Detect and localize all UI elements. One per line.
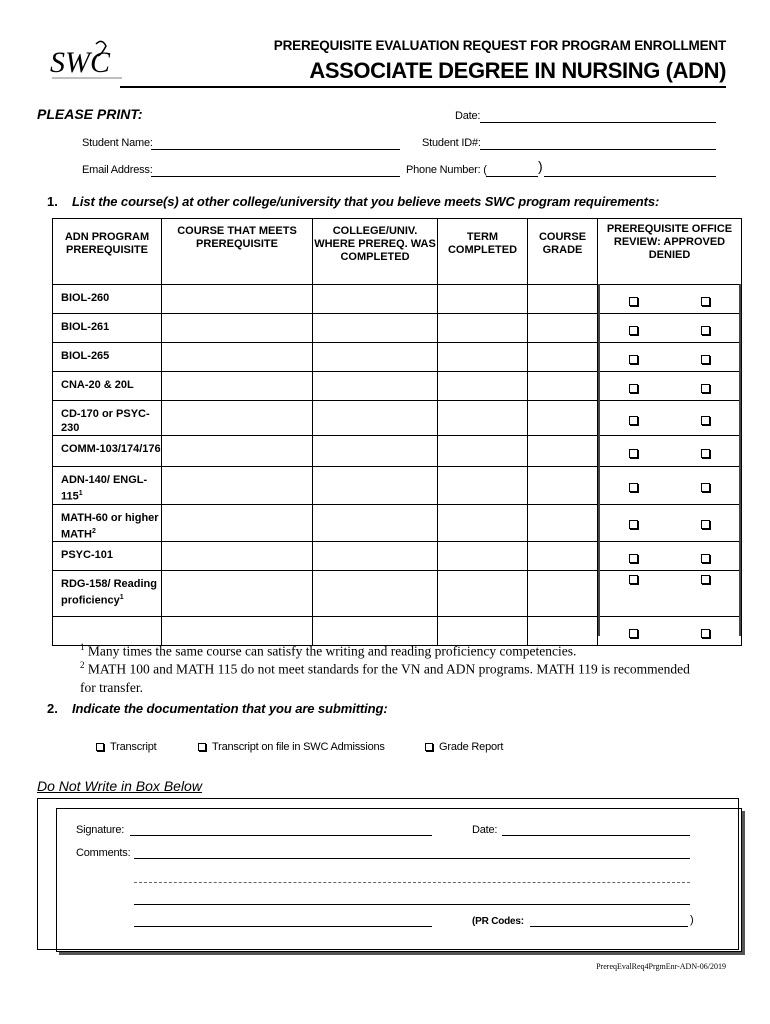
form-code: PrereqEvalReq4PrgmEnr-ADN-06/2019	[596, 962, 726, 971]
prereq-cell: COMM-103/174/176	[53, 436, 162, 467]
header-term: TERM COMPLETED	[438, 219, 528, 285]
term-cell[interactable]	[438, 504, 528, 542]
header-grade: COURSE GRADE	[528, 219, 598, 285]
table-row	[53, 285, 742, 314]
term-cell[interactable]	[438, 467, 528, 505]
option-label: Transcript on file in SWC Admissions	[212, 741, 385, 753]
prereq-cell: BIOL-260	[53, 285, 162, 314]
header-course-meets: COURSE THAT MEETS PREREQUISITE	[162, 219, 313, 285]
approved-checkbox[interactable]	[629, 629, 638, 638]
grade-cell[interactable]	[528, 285, 598, 314]
grade-cell[interactable]	[528, 467, 598, 505]
college-cell[interactable]	[313, 285, 438, 314]
review-cell	[598, 372, 742, 401]
denied-checkbox[interactable]	[701, 629, 710, 638]
review-cell	[598, 542, 742, 571]
grade-cell[interactable]	[528, 504, 598, 542]
course-cell[interactable]	[162, 571, 313, 617]
prereq-cell	[53, 467, 162, 505]
prereq-cell: CNA-20 & 20L	[53, 372, 162, 401]
header-office-review: PREREQUISITE OFFICE REVIEW: APPROVED DENIED	[598, 219, 742, 285]
logo-text: SWC	[50, 46, 110, 79]
college-cell[interactable]	[313, 571, 438, 617]
course-cell[interactable]	[162, 467, 313, 505]
denied-checkbox[interactable]	[701, 575, 710, 584]
table-row	[53, 314, 742, 343]
denied-checkbox[interactable]	[701, 384, 710, 393]
table-row	[53, 504, 742, 542]
review-cell	[598, 401, 742, 436]
form-title: ASSOCIATE DEGREE IN NURSING (ADN)	[309, 58, 726, 83]
office-date-field[interactable]	[502, 835, 690, 836]
footnote-mark: 1	[119, 594, 124, 602]
course-cell[interactable]	[162, 372, 313, 401]
course-cell[interactable]	[162, 504, 313, 542]
course-cell[interactable]	[162, 436, 313, 467]
comments-line-3[interactable]	[134, 904, 690, 905]
approved-checkbox[interactable]	[629, 554, 638, 563]
review-cell	[598, 504, 742, 542]
denied-checkbox[interactable]	[701, 483, 710, 492]
student-id-label: Student ID#:	[422, 137, 481, 149]
table-row	[53, 436, 742, 467]
term-cell[interactable]	[438, 542, 528, 571]
approved-checkbox[interactable]	[629, 520, 638, 529]
footnote-1-text: Many times the same course can satisfy the writing and reading proficiency competencies.	[87, 643, 577, 659]
grade-cell[interactable]	[528, 571, 598, 617]
student-name-label: Student Name:	[82, 137, 153, 149]
grade-cell[interactable]	[528, 401, 598, 436]
form-subtitle: PREREQUISITE EVALUATION REQUEST FOR PROGRAM ENROLLMENT	[273, 38, 726, 53]
option-transcript-on-file[interactable]	[198, 741, 385, 753]
pr-codes-field[interactable]	[530, 926, 688, 927]
denied-checkbox[interactable]	[701, 416, 710, 425]
approved-checkbox[interactable]	[629, 297, 638, 306]
pr-codes-label: (PR Codes:	[472, 916, 524, 927]
swc-logo	[46, 38, 126, 88]
date-field[interactable]	[480, 110, 716, 123]
footnote-mark: 1	[78, 490, 83, 497]
denied-checkbox[interactable]	[701, 520, 710, 529]
denied-checkbox[interactable]	[701, 554, 710, 563]
phone-area-code-field[interactable]	[486, 164, 538, 177]
review-cell	[598, 436, 742, 467]
approved-checkbox[interactable]	[629, 483, 638, 492]
comments-line-1[interactable]	[134, 858, 690, 859]
do-not-write-heading: Do Not Write in Box Below	[37, 778, 202, 794]
option-label: Grade Report	[439, 741, 504, 753]
college-cell[interactable]	[313, 504, 438, 542]
phone-label: Phone Number: (	[406, 164, 487, 176]
office-use-inner-box	[56, 808, 742, 952]
college-cell[interactable]	[313, 314, 438, 343]
term-cell[interactable]	[438, 285, 528, 314]
header-college: COLLEGE/UNIV. WHERE PREREQ. WAS COMPLETED	[313, 219, 438, 285]
please-print-label: PLEASE PRINT:	[37, 106, 143, 122]
approved-checkbox[interactable]	[629, 384, 638, 393]
college-cell[interactable]	[313, 436, 438, 467]
review-cell	[598, 571, 742, 617]
term-cell[interactable]	[438, 343, 528, 372]
comments-line-4[interactable]	[134, 926, 432, 927]
grade-cell[interactable]	[528, 372, 598, 401]
option-label: Transcript	[110, 741, 157, 753]
signature-field[interactable]	[130, 835, 432, 836]
office-date-label: Date:	[472, 824, 498, 836]
college-cell[interactable]	[313, 542, 438, 571]
term-cell[interactable]	[438, 401, 528, 436]
term-cell[interactable]	[438, 436, 528, 467]
phone-number-field[interactable]	[544, 164, 716, 177]
section-1-number: 1.	[47, 194, 58, 209]
table-row	[53, 571, 742, 617]
section-2-number: 2.	[47, 701, 58, 716]
prerequisite-table	[52, 218, 742, 646]
term-cell[interactable]	[438, 314, 528, 343]
phone-paren-close: )	[538, 158, 543, 174]
approved-checkbox[interactable]	[629, 575, 638, 584]
email-label: Email Address:	[82, 164, 153, 176]
footnote-mark: 2	[91, 527, 96, 535]
table-row	[53, 467, 742, 505]
denied-checkbox[interactable]	[701, 355, 710, 364]
college-cell[interactable]	[313, 372, 438, 401]
course-cell[interactable]	[162, 542, 313, 571]
course-cell[interactable]	[162, 343, 313, 372]
approved-checkbox[interactable]	[629, 355, 638, 364]
college-cell[interactable]	[313, 467, 438, 505]
signature-label: Signature:	[76, 824, 125, 836]
review-cell	[598, 314, 742, 343]
footnote-2-text: MATH 100 and MATH 115 do not meet standards for the VN and ADN programs. MATH 119 is recommended for transfer.	[80, 661, 690, 695]
prereq-cell	[53, 571, 162, 617]
table-row	[53, 372, 742, 401]
option-grade-report[interactable]	[425, 741, 503, 753]
footnote-2	[80, 656, 700, 697]
option-transcript[interactable]	[96, 741, 157, 753]
header-adn-prereq: ADN PROGRAM PREREQUISITE	[53, 219, 162, 285]
table-header-row	[53, 219, 742, 285]
table-row	[53, 343, 742, 372]
footnote-1-mark: 1	[80, 642, 85, 652]
course-cell[interactable]	[162, 314, 313, 343]
date-label: Date:	[455, 110, 481, 122]
table-row	[53, 542, 742, 571]
prereq-cell: PSYC-101	[53, 542, 162, 571]
prereq-text: MATH-60 or higher MATH	[61, 511, 159, 541]
table-row	[53, 401, 742, 436]
header-divider	[120, 86, 726, 88]
course-cell[interactable]	[162, 285, 313, 314]
approved-checkbox[interactable]	[629, 416, 638, 425]
term-cell[interactable]	[438, 372, 528, 401]
prereq-text: RDG-158/ Reading proficiency	[61, 578, 157, 607]
footnote-2-mark: 2	[80, 660, 85, 670]
prereq-cell	[53, 504, 162, 542]
transcript-on-file-checkbox[interactable]	[198, 743, 206, 751]
grade-report-checkbox[interactable]	[425, 743, 433, 751]
denied-checkbox[interactable]	[701, 449, 710, 458]
student-name-field[interactable]	[151, 137, 400, 150]
transcript-checkbox[interactable]	[96, 743, 104, 751]
prereq-cell: BIOL-265	[53, 343, 162, 372]
college-cell[interactable]	[313, 401, 438, 436]
term-cell[interactable]	[438, 571, 528, 617]
review-cell	[598, 343, 742, 372]
section-2-title: Indicate the documentation that you are submitting:	[72, 701, 388, 716]
grade-cell[interactable]	[528, 542, 598, 571]
course-cell[interactable]	[162, 401, 313, 436]
prereq-text: ADN-140/ ENGL-115	[61, 474, 148, 503]
section-1-title: List the course(s) at other college/university that you believe meets SWC program requirements:	[72, 194, 660, 209]
approved-checkbox[interactable]	[629, 326, 638, 335]
prereq-cell: CD-170 or PSYC-230	[53, 401, 162, 436]
comments-line-2[interactable]	[134, 882, 690, 883]
grade-cell[interactable]	[528, 343, 598, 372]
denied-checkbox[interactable]	[701, 297, 710, 306]
grade-cell[interactable]	[528, 314, 598, 343]
prereq-cell: BIOL-261	[53, 314, 162, 343]
grade-cell[interactable]	[528, 436, 598, 467]
review-cell	[598, 285, 742, 314]
college-cell[interactable]	[313, 343, 438, 372]
comments-label: Comments:	[76, 847, 131, 859]
pr-codes-close: )	[690, 914, 694, 926]
student-id-field[interactable]	[480, 137, 716, 150]
review-cell	[598, 467, 742, 505]
approved-checkbox[interactable]	[629, 449, 638, 458]
email-field[interactable]	[151, 164, 400, 177]
denied-checkbox[interactable]	[701, 326, 710, 335]
